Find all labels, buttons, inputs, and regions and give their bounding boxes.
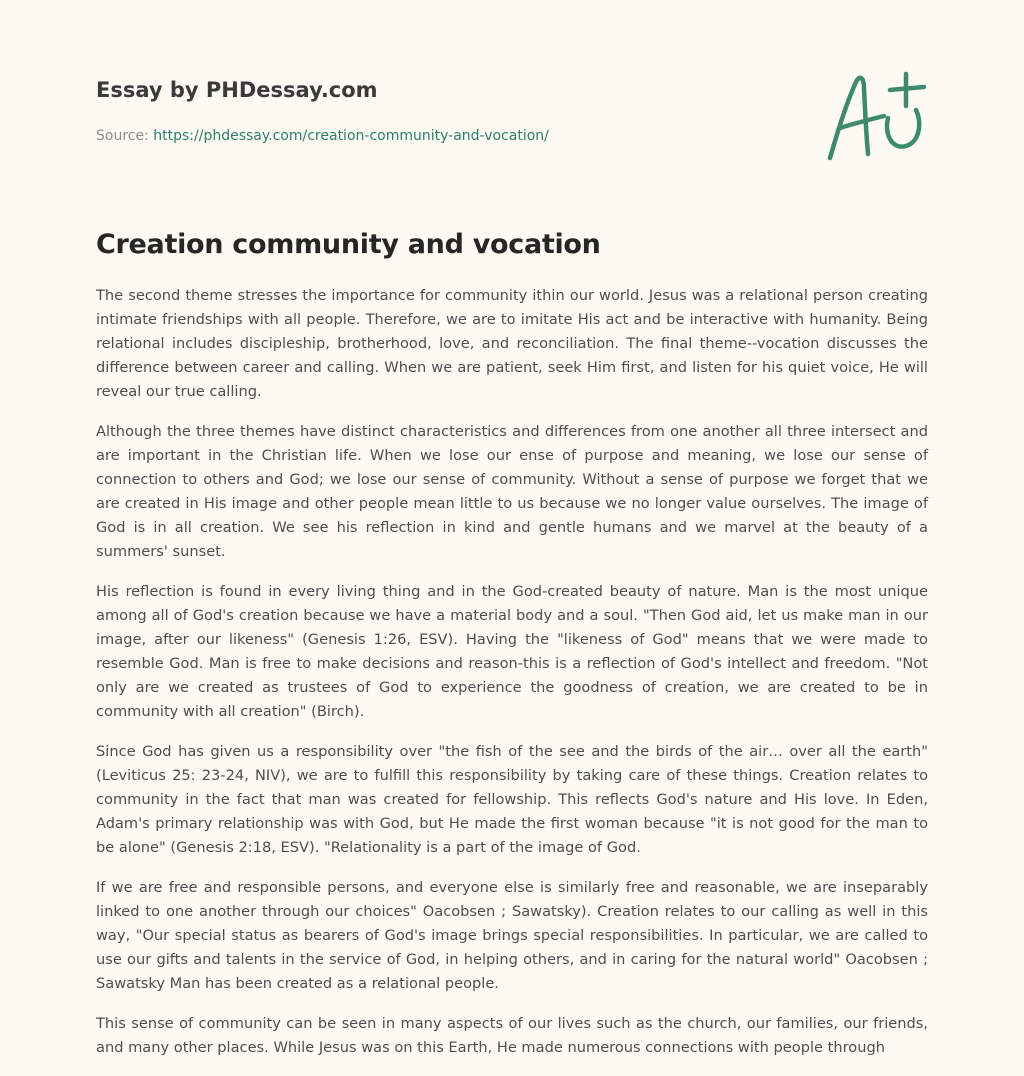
a-plus-logo-icon xyxy=(824,68,928,164)
site-title: Essay by PHDessay.com xyxy=(96,78,378,102)
source-link[interactable]: https://phdessay.com/creation-community-and-vocation/ xyxy=(153,128,549,144)
essay-paragraph: The second theme stresses the importance for community ithin our world. Jesus was a relational person creating intimate friendships with all people. Therefore, we are to imitate His act and be interactive with humanity. Being relational includes discipleship, brotherhood, love, and reconciliation. The final theme--vocation discusses the difference between career and calling. When we are patient, seek Him first, and listen for his quiet voice, He will reveal our true calling. xyxy=(96,287,928,400)
source-line xyxy=(96,126,928,146)
essay-paragraph: If we are free and responsible persons, and everyone else is similarly free and reasonable, we are inseparably linked to one another through our choices" Oacobsen ; Sawatsky). Creation relates to our calling as well in this way, "Our special status as bearers of God's image brings special responsibilities. In particular, we are called to use our gifts and talents in the service of God, in helping others, and in caring for the natural world" Oacobsen ; Sawatsky Man has been created as a relational people. xyxy=(96,879,928,992)
essay-paragraph: Since God has given us a responsibility over "the fish of the see and the birds of the air… over all the earth" (Leviticus 25: 23-24, NIV), we are to fulfill this responsibility by taking care of these things. Creation relates to community in the fact that man was created for fellowship. This reflects God's nature and His love. In Eden, Adam's primary relationship was with God, but He made the first woman because "it is not good for the man to be alone" (Genesis 2:18, ESV). "Relationality is a part of the image of God. xyxy=(96,743,928,856)
essay-paragraph: This sense of community can be seen in many aspects of our lives such as the church, our families, our friends, and many other places. While Jesus was on this Earth, He made numerous connections with people through xyxy=(96,1015,928,1056)
essay-header xyxy=(96,76,928,176)
essay-title: Creation community and vocation xyxy=(96,229,601,260)
essay-paragraph: Although the three themes have distinct characteristics and differences from one another all three intersect and are important in the Christian life. When we lose our ense of purpose and meaning, we lose our sense of connection to others and God; we lose our sense of community. Without a sense of purpose we forget that we are created in His image and other people mean little to us because we no longer value ourselves. The image of God is in all creation. We see his reflection in kind and gentle humans and we marvel at the beauty of a summers' sunset. xyxy=(96,423,928,560)
essay-body xyxy=(96,284,928,1076)
source-label: Source: xyxy=(96,128,149,144)
essay-paragraph: His reflection is found in every living thing and in the God-created beauty of nature. Man is the most unique among all of God's creation because we have a material body and a soul. "Then God aid, let us make man in our image, after our likeness" (Genesis 1:26, ESV). Having the "likeness of God" means that we were made to resemble God. Man is free to make decisions and reason-this is a reflection of God's intellect and freedom. "Not only are we created as trustees of God to experience the goodness of creation, we are created to be in community with all creation" (Birch). xyxy=(96,583,928,720)
